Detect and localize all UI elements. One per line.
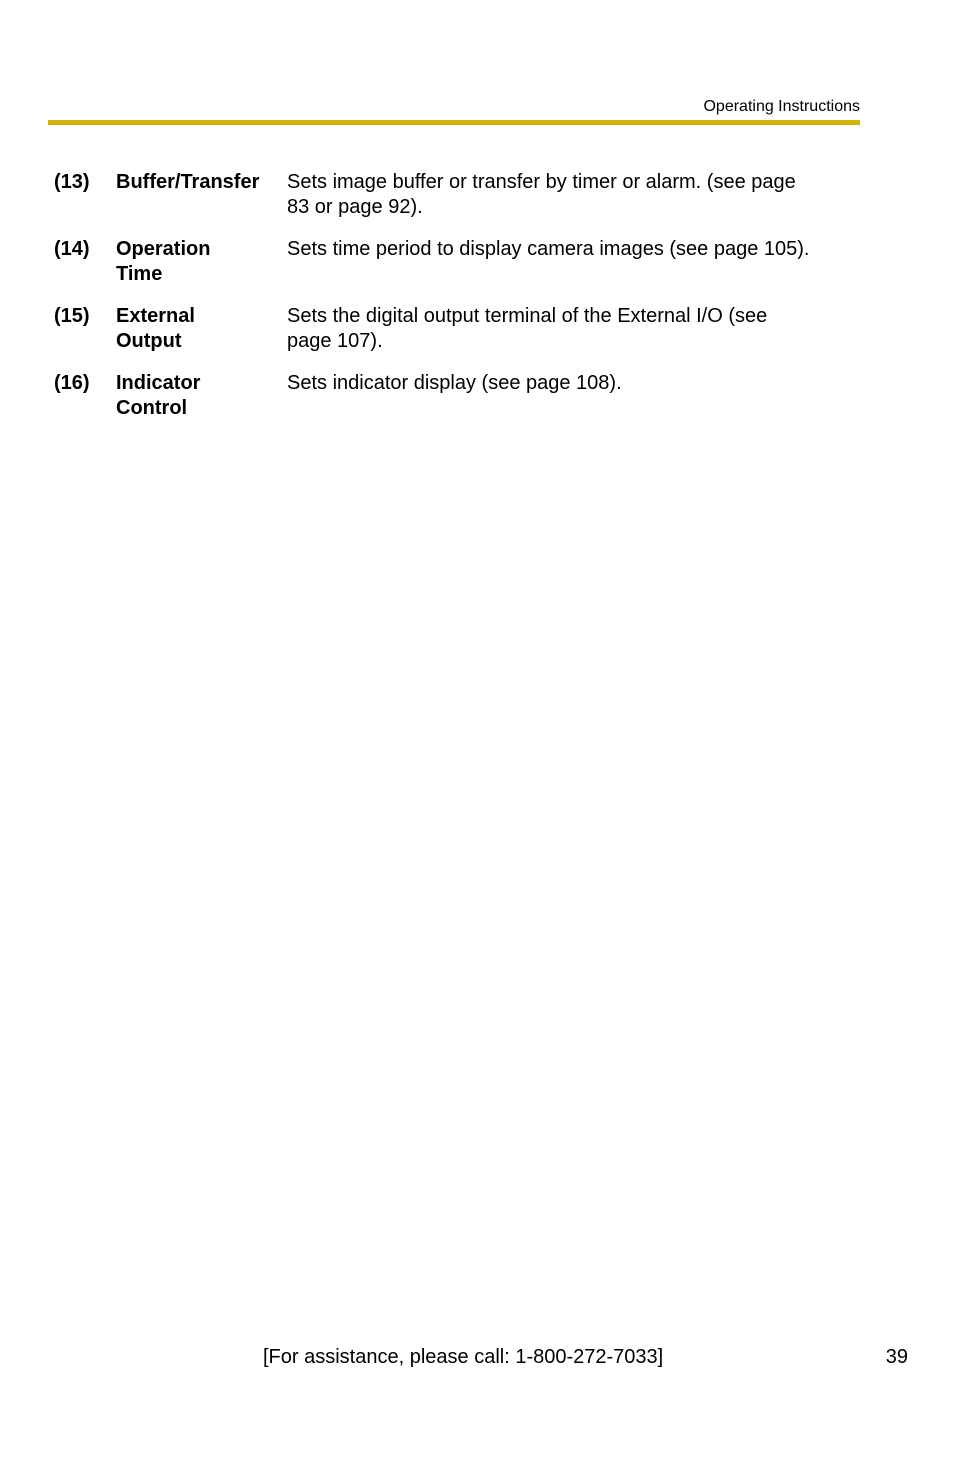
definition-list <box>54 170 854 421</box>
item-description <box>287 237 854 262</box>
definition-row <box>54 371 854 421</box>
item-term-line: Time <box>116 263 163 285</box>
item-number: (14) <box>54 238 90 260</box>
item-number: (16) <box>54 372 90 394</box>
item-number: (15) <box>54 305 90 327</box>
item-term-line: Buffer/Transfer <box>116 171 260 193</box>
item-description-line: Sets the digital output terminal of the External I/O (see <box>287 305 768 327</box>
definition-row <box>54 237 854 287</box>
item-term <box>116 304 287 354</box>
item-term <box>116 371 287 421</box>
item-description-line: Sets time period to display camera images (see page 105). <box>287 238 810 260</box>
definition-row <box>54 170 854 220</box>
item-description-line: Sets image buffer or transfer by timer or alarm. (see page <box>287 171 796 193</box>
page-number: 39 <box>885 1346 908 1368</box>
item-term <box>116 170 287 195</box>
running-header: Operating Instructions <box>703 98 860 115</box>
item-term-line: Control <box>116 397 188 419</box>
item-description <box>287 371 854 396</box>
item-number: (13) <box>54 171 90 193</box>
item-description <box>287 170 854 220</box>
item-term-line: External <box>116 305 195 327</box>
item-term <box>116 237 287 287</box>
header-rule <box>48 120 860 125</box>
item-term-line: Indicator <box>116 372 201 394</box>
assistance-footer: [For assistance, please call: 1-800-272-7033] <box>263 1346 664 1368</box>
definition-row <box>54 304 854 354</box>
item-description-line: page 107). <box>287 330 383 352</box>
item-term-line: Output <box>116 330 182 352</box>
item-description <box>287 304 854 354</box>
item-description-line: Sets indicator display (see page 108). <box>287 372 622 394</box>
item-description-line: 83 or page 92). <box>287 196 423 218</box>
item-term-line: Operation <box>116 238 211 260</box>
